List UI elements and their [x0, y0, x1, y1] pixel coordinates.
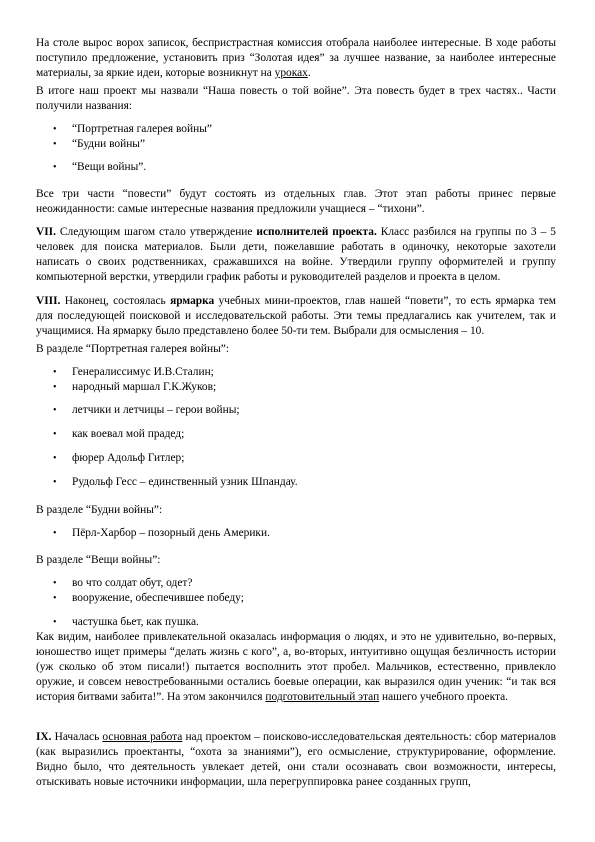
section-heading-portrait-gallery: В разделе “Портретная галерея войны”: — [36, 343, 230, 355]
paragraph-section-viii: VIII. Наконец, состоялась ярмарка учебных мини-проектов, глав нашей “повети”, то есть ярмарка тем для последующей поисковой и исследовательской работы. Эти темы предлагались как учителем, так и учащимися. На ярмарку было представлено более 50-ти тем. Выбрали для осмысления – 10. — [36, 295, 556, 337]
paragraph-conclusion: Как видим, наиболее привлекательной оказалась информация о людях, и это не удивительно, во-первых, юношество ищет примеры “делать жизнь с кого”, а, во-вторых, интуитивно ощущая безличность истории (уж сколько об этом писали!) пытается восполнить этот пробел. Мальчиков, естественно, привлекло оружие, и совсем невостребованными остались боевые операции, как выразился один ученик: “и так вся история битвами забита!”. На этом закончился подготовительный этап нашего учебного проекта. — [36, 631, 556, 703]
paragraph-prize-idea: На столе вырос ворох записок, беспристрастная комиссия отобрала наиболее интересные. В ходе работы поступило предложение, установить приз “Золотая идея” за лучшее название, за наиболее интересные материалы, за яркие идеи, которые возникнут на уроках. — [36, 37, 556, 79]
paragraph-project-name: В итоге наш проект мы назвали “Наша повесть о той войне”. Эта повесть будет в трех частях.. Части получили названия: — [36, 85, 556, 112]
paragraph-section-vii: VII. Следующим шагом стало утверждение исполнителей проекта. Класс разбился на группы по 3 – 5 человек для поиска материалов. Были дети, пожелавшие работать в одиночку, некоторые захотели написать о своих родственниках, сражавшихся на войне. Утвердили группу оформителей и группу компьютерной верстки, утвердили график работы и руководителей разделов и проекта в целом. — [36, 226, 556, 283]
underlined-text: уроках — [274, 67, 308, 79]
paragraph-section-ix: IX. Началась основная работа над проектом – поисково-исследовательская деятельность: сбор материалов (как выразились проектанты, “охота за знаниями”), его осмысление, структурирование, оформление. Видно было, что деятельность увлекает детей, они стали осознавать свои возможности, интересы, отыскивать новые источники информации, шла перегруппировка ранее созданных групп, — [36, 731, 556, 788]
document-page: На столе вырос ворох записок, беспристрастная комиссия отобрала наиболее интересные. В ходе работы поступило предложение, установить приз “Золотая идея” за лучшее название, за наиболее интересные материалы, за яркие идеи, которые возникнут на уроках. В итоге наш проект мы назвали “Наша повесть о той войне”. Эта повесть будет в трех частях.. Части получили названия: “Портретная галерея войны” “Будни войны” “Вещи войны”. Все три части “повести” будут состоять из отдельных глав. Этот этап работы принес первые неожиданности: самые интересные названия предложили учащиеся – “тихони”. VII. Следующим шагом стало утверждение исполнителей проекта. Класс разбился на группы по 3 – 5 человек для поиска материалов. Были дети, пожелавшие работать в одиночку, некоторые захотели написать о своих родственниках, сражавшихся на войне. Утвердили группу оформителей и группу компьютерной верстки, утвердили график работы и руководителей разделов и проекта в целом. VIII. Наконец, состоялась ярмарка учебных мини-проектов, глав нашей “повети”, то есть ярмарка тем для последующей поисковой и исследовательской работы. Эти темы предлагались как учителем, так и учащимися. На ярмарку было представлено более 50-ти тем. Выбрали для осмысления – 10. В разделе “Портретная галерея войны”: Генералиссимус И.В.Сталин; народный маршал Г.К.Жуков; летчики и летчицы – герои войны; как воевал мой прадед; фюрер Адольф Гитлер; Рудольф Гесс – единственный узник Шпандау. В разделе “Будни войны”: Пёрл-Харбор – позорный день Америки. В разделе “Вещи войны”: во что солдат обут, одет? вооружение, обеспечившее победу; частушка бьет, как пушка. Как видим, наиболее привлекательной оказалась информация о людях, и это не удивительно, во-первых, юношество ищет примеры “делать жизнь с кого”, а, во-вторых, интуитивно ощущая безличность истории (уж сколько об этом писали!) пытается восполнить этот пробел. Мальчиков, естественно, привлекло оружие, и совсем невостребованными остались боевые операции, как выразился один ученик: “и так вся история битвами забита!”. На этом закончился подготовительный этап нашего учебного проекта. IX. Началась основная работа над проектом – поисково-исследовательская деятельность: сбор материалов (как выразились проектанты, “охота за знаниями”), его осмысление, структурирование, оформление. Видно было, что деятельность увлекает детей, они стали осознавать свои возможности, интересы, отыскивать новые источники информации, шла перегруппировка ранее созданных групп, — [36, 37, 556, 788]
paragraph-chapters: Все три части “повести” будут состоять из отдельных глав. Этот этап работы принес первые неожиданности: самые интересные названия предложили учащиеся – “тихони”. — [36, 188, 556, 215]
underlined-text: основная работа — [102, 731, 183, 743]
section-heading-war-days: В разделе “Будни войны”: — [36, 504, 163, 516]
underlined-text: подготовительный этап — [265, 691, 380, 703]
section-heading-war-things: В разделе “Вещи войны”: — [36, 554, 161, 566]
